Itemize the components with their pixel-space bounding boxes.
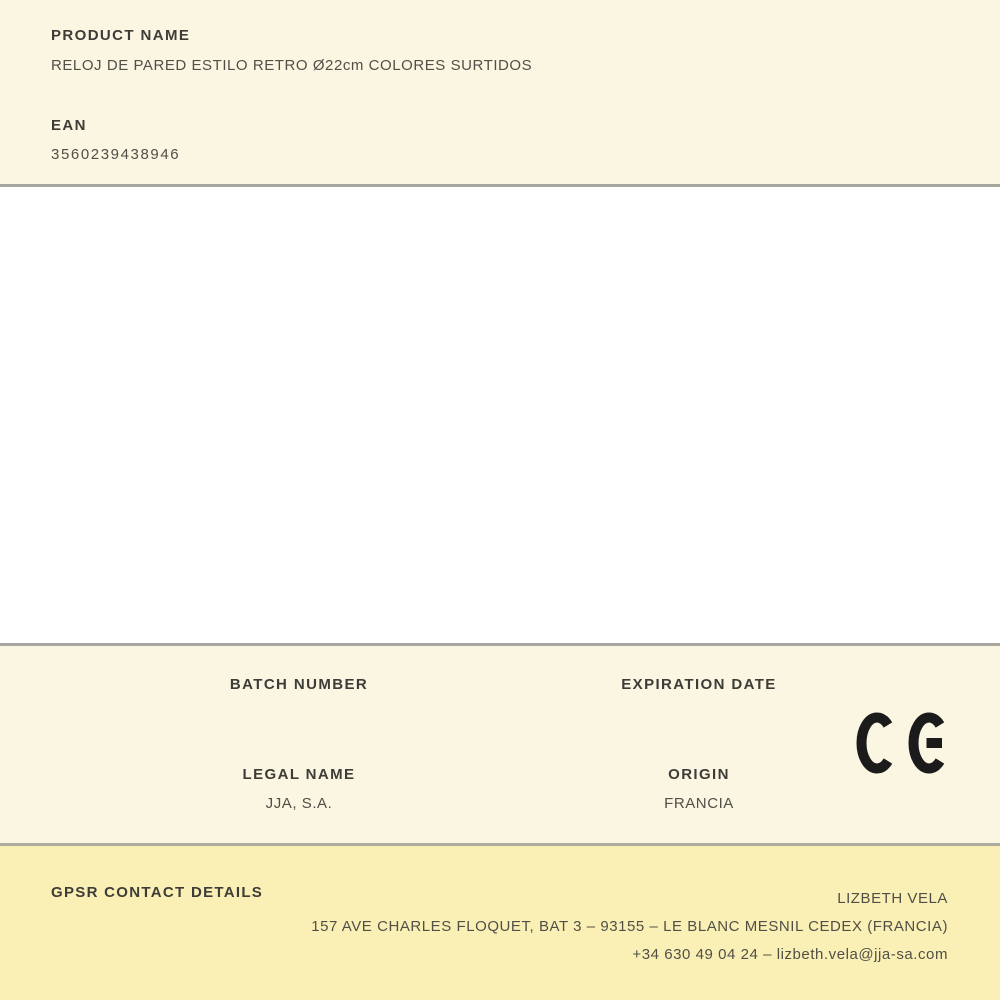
gpsr-contact-section: [0, 843, 1000, 1000]
origin-label: ORIGIN: [668, 766, 730, 783]
contact-address: 157 AVE CHARLES FLOQUET, BAT 3 – 93155 – LE BLANC MESNIL CEDEX (FRANCIA): [311, 918, 948, 935]
legal-name-value: JJA, S.A.: [265, 795, 333, 812]
batch-origin-section: [0, 643, 1000, 843]
ean-value: 3560239438946: [51, 146, 181, 163]
contact-person-name: LIZBETH VELA: [837, 890, 948, 907]
legal-name-label: LEGAL NAME: [242, 766, 356, 783]
product-info-section: [0, 0, 1000, 187]
expiration-date-label: EXPIRATION DATE: [621, 676, 777, 693]
gpsr-contact-label: GPSR CONTACT DETAILS: [51, 884, 264, 901]
batch-number-label: BATCH NUMBER: [229, 676, 369, 693]
blank-area: [0, 187, 1000, 643]
product-name-label: PRODUCT NAME: [51, 27, 191, 44]
product-name-value: RELOJ DE PARED ESTILO RETRO Ø22cm COLORES SURTIDOS: [51, 57, 533, 74]
expiration-origin-column: [499, 646, 899, 843]
batch-legal-column: [99, 646, 499, 843]
contact-phone-email: +34 630 49 04 24 – lizbeth.vela@jja-sa.com: [632, 946, 948, 963]
ean-label: EAN: [51, 117, 87, 134]
gpsr-contact-details: [311, 885, 948, 969]
origin-value: FRANCIA: [664, 795, 734, 812]
ce-marking-icon: [856, 712, 944, 774]
